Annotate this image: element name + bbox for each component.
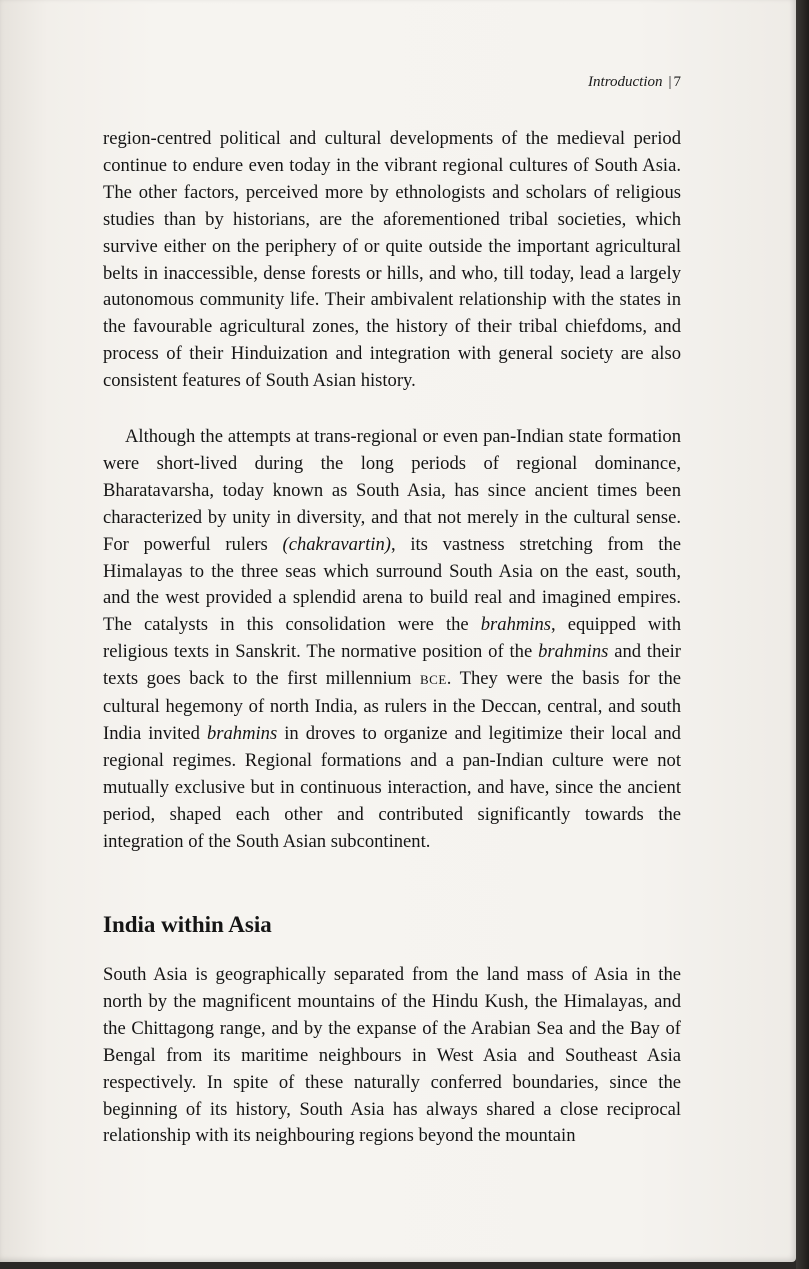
paragraph-2-text: . They were the basis for the cultural hegemony of north India, as rulers in the Deccan, central, and south India invited xyxy=(103,668,681,744)
term-brahmins: brahmins xyxy=(480,614,551,636)
paragraph-2-text: , equipped with religious texts in Sanskrit. The normative position of the xyxy=(103,614,681,663)
paragraph-2-text: , its vastness stretching from the Himalayas to the three seas which surround South Asia on the east, south, and the west provided a splendid arena to build real and imagined empires. The catalysts in this consolidation were the xyxy=(103,533,681,636)
term-brahmins: brahmins xyxy=(206,722,278,744)
paragraph-2 xyxy=(103,424,681,856)
era-abbreviation: BCE xyxy=(419,672,447,688)
paragraph-2-text: Although the attempts at trans-regional or even pan-Indian state formation were short-lived during the long periods of regional dominance, Bharatavarsha, today known as South Asia, has since ancient times been characterized by unity in diversity, and that not merely in the cultural sense. For powerful rulers xyxy=(103,426,681,555)
paragraph-1: region-centred political and cultural developments of the medieval period continue to endure even today in the vibrant regional cultures of South Asia. The other factors, perceived more by ethnologists and scholars of religious studies than by historians, are the aforementioned tribal societies, which survive either on the periphery of or quite outside the important agricultural belts in inaccessible, dense forests or hills, and who, till today, lead a largely autonomous community life. Their ambivalent relationship with the states in the favourable agricultural zones, the history of their tribal chiefdoms, and process of their Hinduization and integration with general society are also consistent features of South Asian history. xyxy=(103,128,681,392)
header-title: Introduction xyxy=(588,74,663,90)
page-number: 7 xyxy=(673,74,681,90)
paragraph-2-text: in droves to organize and legitimize their local and regional regimes. Regional formations and a pan-Indian culture were not mutually exclusive but in continuous interaction, and have, since the ancient period, shaped each other and contributed significantly towards the integration of the South Asian subcontinent. xyxy=(103,722,681,852)
paragraph-2-text: and their texts goes back to the first millennium xyxy=(103,641,682,690)
paragraph-3: South Asia is geographically separated from the land mass of Asia in the north by the magnificent mountains of the Hindu Kush, the Himalayas, and the Chittagong range, and by the expanse of the Arabian Sea and the Bay of Bengal from its maritime neighbours in West Asia and Southeast Asia respectively. In spite of these naturally conferred boundaries, since the beginning of its history, South Asia has always shared a close reciprocal relationship with its neighbouring regions beyond the mountain xyxy=(103,964,681,1147)
header-separator: | xyxy=(668,74,672,90)
section-heading: India within Asia xyxy=(103,912,272,937)
page-edge-shadow xyxy=(796,0,809,1269)
running-header xyxy=(103,74,681,91)
term-brahmins: brahmins xyxy=(538,641,609,663)
term-chakravartin: (chakravartin) xyxy=(282,533,391,555)
